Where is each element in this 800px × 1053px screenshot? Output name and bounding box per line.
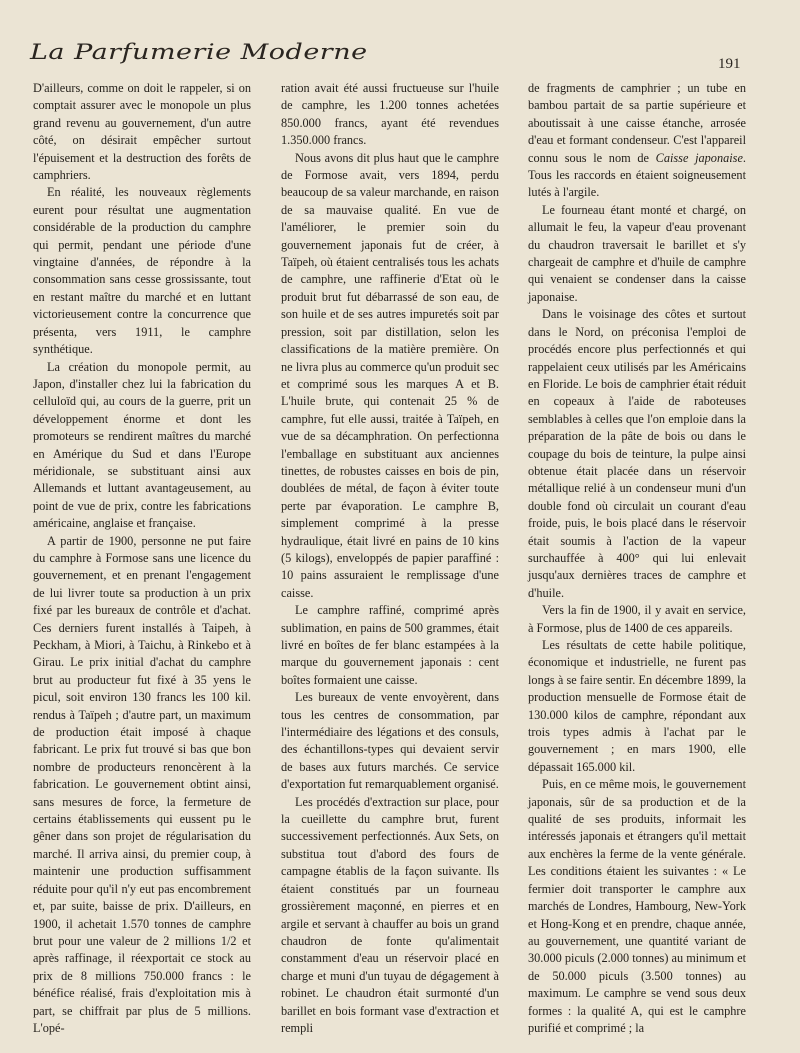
- paragraph: A partir de 1900, personne ne put faire du camphre à Formose sans une licence du gouvernement, et en prenant l'engagement de lui livrer toute sa production à un prix fixé par les bureaux de contrôle et d'achat. Ces derniers furent installés à Taipeh, à Peckham, à Miori, à Taichu, à Rinkebo et à Girau. Le prix initial d'achat du camphre brut au producteur fut fixé à 35 yens le picul, soit environ 130 francs les 100 kil. rendus à Taïpeh ; d'autre part, un maximum de production était imposé à chaque fabricant. Le prix fut trouvé si bas que bon nombre de producteurs renoncèrent à la fabrication. Le gouvernement obtint ainsi, sans mesures de force, la fermeture de certains établissements qui eussent pu le gêner dans son projet de régularisation du marché. Il arriva ainsi, du premier coup, à maintenir une production suffisamment réduite pour qu'il n'y eut pas encombrement et, par suite, baisse de prix. D'ailleurs, en 1900, il achetait 1.570 tonnes de camphre brut pour une valeur de 2 millions 1/2 et après raffinage, il réexportait ce stock au prix de 8 millions 750.000 francs : le bénéfice réalisé, frais d'exploitation mis à part, se chiffrait par plus de 5 millions. L'opé-: [33, 533, 251, 1035]
- paragraph: Vers la fin de 1900, il y avait en service, à Formose, plus de 1400 de ces appareils.: [528, 603, 746, 635]
- paragraph: La création du monopole permit, au Japon, d'installer chez lui la fabrication du celluloïd qui, au cours de la guerre, prit un développement énorme et dont les promoteurs se rendirent maîtres du marché en Amérique du Sud et dans l'Europe méridionale, se substituant ainsi aux Allemands et luttant avantageusement, au point de vue de prix, contre les fabrications américaine, anglaise et française.: [33, 359, 251, 531]
- paragraph: Puis, en ce même mois, le gouvernement japonais, sûr de sa production et de la qualité de ses produits, informait les intéressés japonais et étrangers qu'il mettait aux enchères la ferme de la vente générale. Les conditions étaient les suivantes : « Le fermier doit transporter le camphre aux marchés de Londres, Hambourg, New-York et Hong-Kong et en prendre, chaque année, au gouvernement, une quantité variant de 30.000 piculs (2.000 tonnes) au minimum et de 50.000 piculs (3.500 tonnes) au maximum. Le camphre se vend sous deux formes : la qualité A, qui est le camphre purifié et comprimé ; la: [528, 777, 746, 1035]
- paragraph-text: . Tous les raccords en étaient soigneusement lutés à l'argile.: [528, 150, 746, 200]
- paragraph: Le fourneau étant monté et chargé, on allumait le feu, la vapeur d'eau provenant du chaudron traversait le barillet et s'y chargeait de camphre et d'huile de camphre qui venaient se condenser dans la caisse japonaise.: [528, 202, 746, 304]
- paragraph: D'ailleurs, comme on doit le rappeler, si on comptait assurer avec le monopole un plus grand revenu au gouvernement, d'un autre côté, on désirait empêcher surtout l'épuisement et la destruction des forêts de camphriers.: [33, 81, 251, 183]
- paragraph-text: de fragments de camphrier ; un tube en bambou partait de sa partie supérieure et aboutissait à une caisse étanche, arrosée d'eau et formant condenseur. C'est l'appareil connu sous le nom de: [528, 81, 746, 165]
- paragraph: Les résultats de cette habile politique, économique et industrielle, ne furent pas longs à se faire sentir. En décembre 1899, la production mensuelle de Formose était de 130.000 kilos de camphre, répondant aux trois types admis à l'achat par le gouvernement ; en mars 1900, elle dépassait 165.000 kil.: [528, 638, 746, 774]
- text-column-1: [33, 80, 251, 1037]
- paragraph: Nous avons dit plus haut que le camphre de Formose avait, vers 1894, perdu beaucoup de sa valeur marchande, en raison de sa mauvaise qualité. En vue de l'améliorer, le premier soin du gouvernement japonais fut de créer, à Taïpeh, où étaient centralisés tous les achats de camphre, une raffinerie d'Etat où le produit brut fut débarrassé de son eau, de son huile et de ses autres impuretés soit par pression, soit par distillation, selon les classifications de la matière première. On ne livra plus au commerce qu'un produit sec et comprimé sous les marques A et B. L'huile brute, qui contenait 25 % de camphre, fut elle aussi, traitée à Taïpeh, en vue de sa décamphration. On perfectionna l'emballage en substituant aux anciennes tinettes, de robustes caisses en bois de pin, doublées de métal, de façon à éviter toute perte par évaporation. Le camphre B, simplement comprimé à la presse hydraulique, était livré en pains de 10 kins (5 kilogs), enveloppés de papier paraffiné : 10 pains assuraient le remplissage d'une caisse.: [281, 150, 499, 600]
- paragraph: Le camphre raffiné, comprimé après sublimation, en pains de 500 grammes, était livré en boîtes de fer blanc estampées à la marque du gouvernement japonais : cent boîtes formaient une caisse.: [281, 603, 499, 687]
- paragraph: En réalité, les nouveaux règlements eurent pour résultat une augmentation considérable de la production du camphre qui permit, pendant une période d'une vingtaine d'années, de répondre à la consommation sans cesse grossissante, tout en restant maître du marché et en luttant victorieusement contre la concurrence que présenta, vers 1911, le camphre synthétique.: [33, 185, 251, 357]
- paragraph: ration avait été aussi fructueuse sur l'huile de camphre, les 1.200 tonnes achetées 850.000 francs, ayant été revendues 1.350.000 francs.: [281, 81, 499, 148]
- paragraph: Les bureaux de vente envoyèrent, dans tous les centres de consommation, par l'intermédiaire des légations et des consuls, des échantillons-types qui devaient servir de bases aux futurs marchés. Ce service d'exportation fut remarquablement organisé.: [281, 690, 499, 792]
- emphasis-term: Caisse japonaise: [655, 150, 743, 165]
- masthead-title: La Parfumerie Moderne: [30, 40, 368, 65]
- text-column-2: [281, 80, 499, 1037]
- page-number: 191: [718, 56, 741, 72]
- paragraph: Dans le voisinage des côtes et surtout dans le Nord, on préconisa l'emploi de procédés encore plus perfectionnés et qui rappelaient ceux utilisés par les Américains en Floride. Le bois de camphrier était réduit en copeaux à l'aide de raboteuses semblables à celles que l'on emploie dans la préparation de la pâte de bois ou dans le coupage du bois de teinture, la pulpe ainsi obtenue était placée dans un réservoir métallique relié à un condenseur muni d'un double fond où circulait un courant d'eau froide, puis, le bois placé dans le réservoir était soumis à l'action de la vapeur surchauffée à 400° qui lui enlevait jusqu'aux dernières traces de camphre et d'huile.: [528, 307, 746, 600]
- paragraph: Les procédés d'extraction sur place, pour la cueillette du camphre brut, furent successivement perfectionnés. Aux Sets, on substitua tout d'abord des fours de campagne établis de la façon suivante. Ils étaient constitués par un fourneau grossièrement maçonné, en pierres et en argile et servant à chauffer au bois un grand chaudron de fonte qu'alimentait constamment d'eau un réservoir placé en charge et muni d'un tuyau de dégagement à robinet. Le chaudron était surmonté d'un barillet en bois formant vase d'extraction et rempli: [281, 794, 499, 1035]
- text-column-3: [528, 80, 746, 1037]
- paragraph: [528, 80, 746, 202]
